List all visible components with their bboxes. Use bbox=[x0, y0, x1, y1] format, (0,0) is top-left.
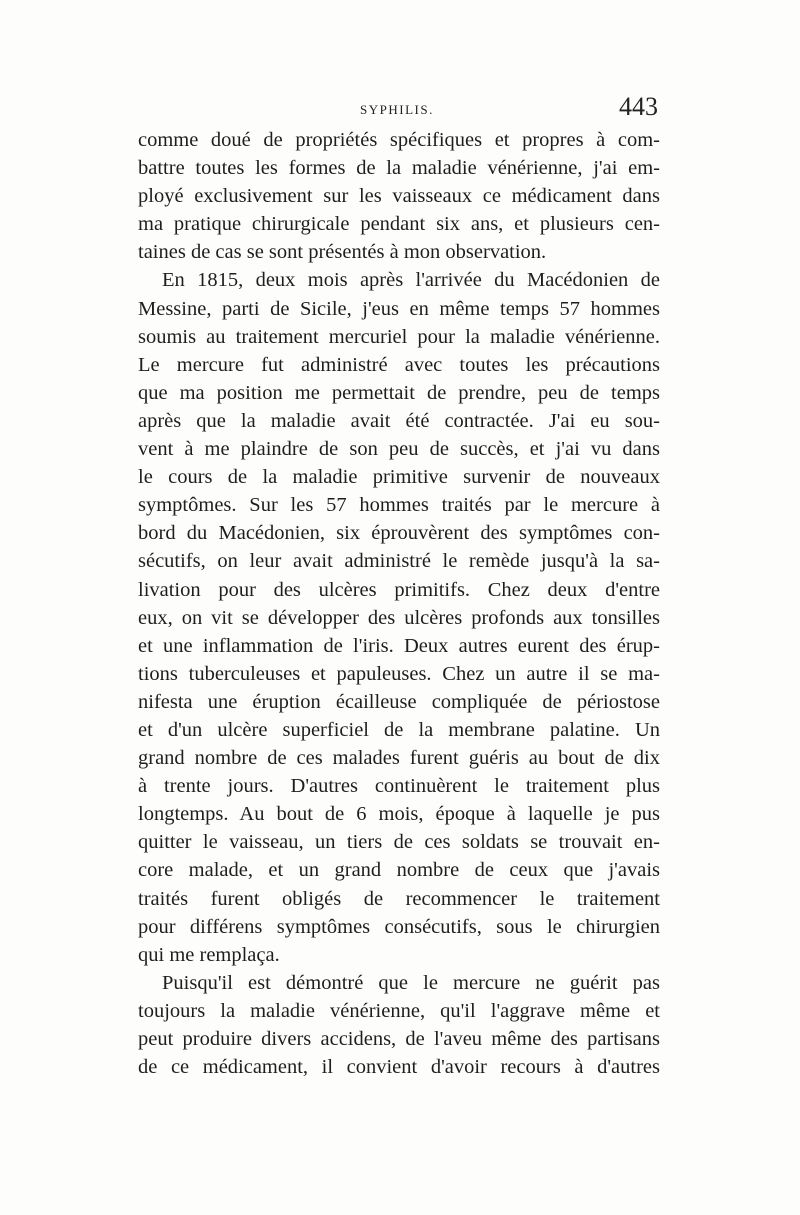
text-line: core malade, et un grand nombre de ceux que j'avais bbox=[138, 859, 660, 882]
text-line: Messine, parti de Sicile, j'eus en même temps 57 hommes bbox=[138, 297, 660, 320]
running-title: SYPHILIS. bbox=[360, 102, 434, 117]
text-line: à trente jours. D'autres continuèrent le traitement plus bbox=[138, 775, 660, 798]
text-line: Le mercure fut administré avec toutes les précautions bbox=[138, 353, 660, 376]
text-line: En 1815, deux mois après l'arrivée du Macédonien de bbox=[162, 269, 660, 292]
text-line: peut produire divers accidens, de l'aveu même des partisans bbox=[138, 1028, 660, 1050]
text-line: soumis au traitement mercuriel pour la maladie vénérienne. bbox=[138, 325, 660, 348]
text-line: le cours de la maladie primitive survenir de nouveaux bbox=[138, 466, 660, 489]
text-line: eux, on vit se développer des ulcères profonds aux tonsilles bbox=[138, 606, 660, 629]
text-line: toujours la maladie vénérienne, qu'il l'aggrave même et bbox=[138, 999, 660, 1022]
text-line: que ma position me permettait de prendre, peu de temps bbox=[138, 381, 660, 404]
text-line: quitter le vaisseau, un tiers de ces soldats se trouvait en- bbox=[138, 831, 660, 854]
text-line: ployé exclusivement sur les vaisseaux ce médicament dans bbox=[138, 185, 660, 208]
text-line: pour différens symptômes consécutifs, sous le chirurgien bbox=[138, 915, 660, 938]
text-line: de ce médicament, il convient d'avoir recours à d'autres bbox=[138, 1056, 660, 1079]
text-line: Puisqu'il est démontré que le mercure ne guérit pas bbox=[162, 971, 660, 994]
text-line: ma pratique chirurgicale pendant six ans, et plusieurs cen- bbox=[138, 213, 660, 236]
text-line: sécutifs, on leur avait administré le remède jusqu'à la sa- bbox=[138, 550, 660, 573]
body-text bbox=[138, 126, 660, 1081]
text-line: traités furent obligés de recommencer le traitement bbox=[138, 887, 660, 910]
text-line: vent à me plaindre de son peu de succès, et j'ai vu dans bbox=[138, 438, 660, 461]
text-line: longtemps. Au bout de 6 mois, époque à laquelle je pus bbox=[138, 803, 660, 826]
text-line: nifesta une éruption écailleuse compliquée de périostose bbox=[138, 690, 660, 713]
text-line: battre toutes les formes de la maladie vénérienne, j'ai em- bbox=[138, 157, 660, 180]
text-line: taines de cas se sont présentés à mon observation. bbox=[138, 241, 547, 264]
text-line: symptômes. Sur les 57 hommes traités par le mercure à bbox=[138, 494, 660, 517]
page-header bbox=[140, 92, 658, 128]
text-line: après que la maladie avait été contractée. J'ai eu sou- bbox=[138, 409, 660, 432]
text-line: qui me remplaça. bbox=[138, 943, 280, 966]
text-line: grand nombre de ces malades furent guéris au bout de dix bbox=[138, 747, 660, 770]
text-line: et une inflammation de l'iris. Deux autres eurent des érup- bbox=[138, 634, 660, 657]
page-number: 443 bbox=[619, 92, 658, 121]
text-line: bord du Macédonien, six éprouvèrent des symptômes con- bbox=[138, 522, 660, 545]
text-line: comme doué de propriétés spécifiques et propres à com- bbox=[138, 129, 660, 151]
text-line: livation pour des ulcères primitifs. Chez deux d'entre bbox=[138, 578, 660, 601]
text-line: tions tuberculeuses et papuleuses. Chez un autre il se ma- bbox=[138, 662, 660, 685]
text-line: et d'un ulcère superficiel de la membrane palatine. Un bbox=[138, 718, 660, 741]
